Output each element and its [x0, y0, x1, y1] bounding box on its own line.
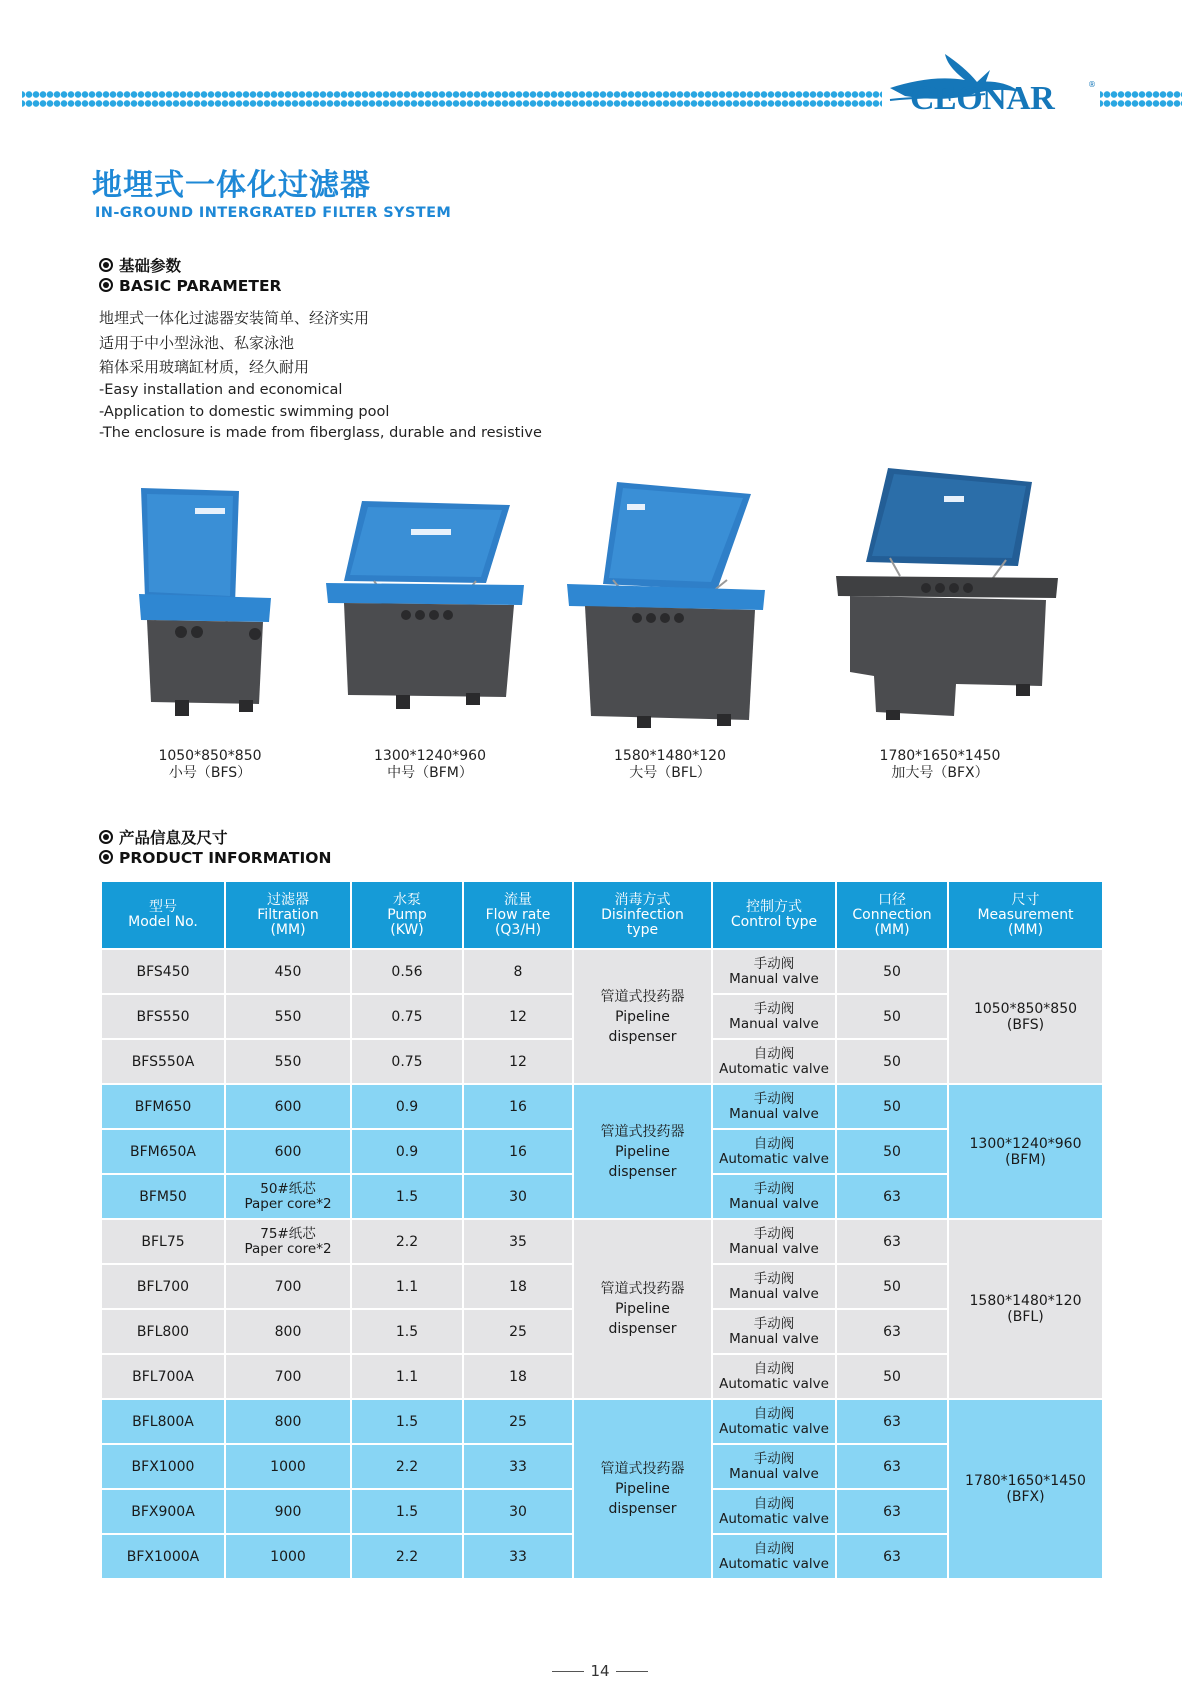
model-cell: BFL75: [101, 1219, 225, 1264]
table-row: [101, 1219, 1103, 1264]
control-cell: 自动阀 Automatic valve: [712, 1129, 836, 1174]
table-row: [101, 1399, 1103, 1444]
filtration-cell: 1000: [225, 1444, 351, 1489]
page-title-cn: 地埋式一体化过滤器: [92, 168, 371, 203]
column-header: 流量 Flow rate (Q3/H): [463, 881, 573, 949]
control-cell: 手动阀 Manual valve: [712, 1084, 836, 1129]
model-cell: BFS450: [101, 949, 225, 994]
header-dot-band-right: [1100, 90, 1182, 108]
pump-cell: 2.2: [351, 1534, 463, 1579]
product-caption-bfl: 1580*1480*120 大号（BFL）: [614, 748, 726, 781]
filtration-cell: 700: [225, 1264, 351, 1309]
control-cell: 自动阀 Automatic valve: [712, 1399, 836, 1444]
model-cell: BFS550A: [101, 1039, 225, 1084]
control-cell: 自动阀 Automatic valve: [712, 1534, 836, 1579]
filtration-cell: 550: [225, 1039, 351, 1084]
flow-cell: 12: [463, 994, 573, 1039]
connection-cell: 50: [836, 1264, 948, 1309]
flow-cell: 25: [463, 1399, 573, 1444]
control-cell: 手动阀 Manual valve: [712, 1264, 836, 1309]
control-cell: 自动阀 Automatic valve: [712, 1354, 836, 1399]
disinfection-cell: 管道式投药器 Pipeline dispenser: [573, 1084, 712, 1219]
column-header: 消毒方式 Disinfection type: [573, 881, 712, 949]
connection-cell: 63: [836, 1534, 948, 1579]
connection-cell: 63: [836, 1489, 948, 1534]
connection-cell: 63: [836, 1444, 948, 1489]
filtration-cell: 600: [225, 1084, 351, 1129]
measurement-cell: 1300*1240*960 (BFM): [948, 1084, 1103, 1219]
flow-cell: 16: [463, 1129, 573, 1174]
connection-cell: 50: [836, 1129, 948, 1174]
pump-cell: 1.5: [351, 1399, 463, 1444]
connection-cell: 63: [836, 1219, 948, 1264]
connection-cell: 50: [836, 1039, 948, 1084]
bullet-icon: [99, 278, 113, 292]
pump-cell: 0.75: [351, 1039, 463, 1084]
control-cell: 手动阀 Manual valve: [712, 1309, 836, 1354]
model-cell: BFX1000A: [101, 1534, 225, 1579]
info-heading-en: PRODUCT INFORMATION: [99, 848, 331, 868]
measurement-cell: 1050*850*850 (BFS): [948, 949, 1103, 1084]
flow-cell: 30: [463, 1489, 573, 1534]
filtration-cell: 900: [225, 1489, 351, 1534]
pump-cell: 0.9: [351, 1084, 463, 1129]
connection-cell: 63: [836, 1399, 948, 1444]
column-header: 控制方式 Control type: [712, 881, 836, 949]
connection-cell: 50: [836, 949, 948, 994]
page-number: 14: [0, 1662, 1200, 1680]
disinfection-cell: 管道式投药器 Pipeline dispenser: [573, 1399, 712, 1579]
product-caption-bfm: 1300*1240*960 中号（BFM）: [374, 748, 486, 781]
product-image-bfl: [567, 480, 767, 730]
connection-cell: 50: [836, 1084, 948, 1129]
connection-cell: 50: [836, 994, 948, 1039]
flow-cell: 33: [463, 1534, 573, 1579]
basic-heading-en: BASIC PARAMETER: [99, 276, 282, 296]
flow-cell: 18: [463, 1264, 573, 1309]
pump-cell: 1.1: [351, 1264, 463, 1309]
model-cell: BFM50: [101, 1174, 225, 1219]
filtration-cell: 800: [225, 1399, 351, 1444]
flow-cell: 16: [463, 1084, 573, 1129]
measurement-cell: 1780*1650*1450 (BFX): [948, 1399, 1103, 1579]
model-cell: BFL800A: [101, 1399, 225, 1444]
model-cell: BFL700: [101, 1264, 225, 1309]
pump-cell: 1.1: [351, 1354, 463, 1399]
connection-cell: 63: [836, 1174, 948, 1219]
product-table: [100, 880, 1104, 1580]
filtration-cell: 550: [225, 994, 351, 1039]
flow-cell: 12: [463, 1039, 573, 1084]
product-caption-bfs: 1050*850*850 小号（BFS）: [158, 748, 262, 781]
pump-cell: 2.2: [351, 1444, 463, 1489]
flow-cell: 33: [463, 1444, 573, 1489]
product-image-bfs: [135, 486, 275, 724]
info-heading-cn: 产品信息及尺寸: [99, 828, 228, 848]
model-cell: BFS550: [101, 994, 225, 1039]
control-cell: 手动阀 Manual valve: [712, 949, 836, 994]
flow-cell: 18: [463, 1354, 573, 1399]
page-title-en: IN-GROUND INTERGRATED FILTER SYSTEM: [95, 205, 452, 221]
product-caption-bfx: 1780*1650*1450 加大号（BFX）: [879, 748, 1001, 781]
measurement-cell: 1580*1480*120 (BFL): [948, 1219, 1103, 1399]
basic-desc-cn: 地埋式一体化过滤器安装简单、经济实用 适用于中小型泳池、私家泳池 箱体采用玻璃缸材质，经久耐用: [99, 309, 370, 376]
column-header: 尺寸 Measurement (MM): [948, 881, 1103, 949]
column-header: 水泵 Pump (KW): [351, 881, 463, 949]
brand-registered: ®: [1088, 80, 1096, 89]
control-cell: 自动阀 Automatic valve: [712, 1489, 836, 1534]
filtration-cell: 800: [225, 1309, 351, 1354]
brand-name: CEONAR: [910, 80, 1055, 117]
pump-cell: 1.5: [351, 1174, 463, 1219]
column-header: 型号 Model No.: [101, 881, 225, 949]
pump-cell: 1.5: [351, 1489, 463, 1534]
bullet-icon: [99, 258, 113, 272]
table-row: [101, 1084, 1103, 1129]
pump-cell: 0.9: [351, 1129, 463, 1174]
header-dot-band: [22, 90, 882, 108]
basic-heading-cn: 基础参数: [99, 256, 181, 276]
model-cell: BFL700A: [101, 1354, 225, 1399]
model-cell: BFX900A: [101, 1489, 225, 1534]
connection-cell: 63: [836, 1309, 948, 1354]
column-header: 过滤器 Filtration (MM): [225, 881, 351, 949]
filtration-cell: 700: [225, 1354, 351, 1399]
disinfection-cell: 管道式投药器 Pipeline dispenser: [573, 1219, 712, 1399]
control-cell: 手动阀 Manual valve: [712, 1219, 836, 1264]
filtration-cell: 50#纸芯 Paper core*2: [225, 1174, 351, 1219]
product-image-bfx: [836, 466, 1058, 726]
product-image-bfm: [326, 497, 526, 725]
connection-cell: 50: [836, 1354, 948, 1399]
column-header: 口径 Connection (MM): [836, 881, 948, 949]
pump-cell: 1.5: [351, 1309, 463, 1354]
disinfection-cell: 管道式投药器 Pipeline dispenser: [573, 949, 712, 1084]
flow-cell: 25: [463, 1309, 573, 1354]
model-cell: BFL800: [101, 1309, 225, 1354]
table-row: [101, 949, 1103, 994]
table-header-row: [101, 881, 1103, 949]
pump-cell: 0.75: [351, 994, 463, 1039]
control-cell: 自动阀 Automatic valve: [712, 1039, 836, 1084]
model-cell: BFX1000: [101, 1444, 225, 1489]
bullet-icon: [99, 850, 113, 864]
model-cell: BFM650: [101, 1084, 225, 1129]
filtration-cell: 75#纸芯 Paper core*2: [225, 1219, 351, 1264]
pump-cell: 0.56: [351, 949, 463, 994]
basic-desc-en: -Easy installation and economical -Application to domestic swimming pool -The enclosure is made from fiberglass, durable and resistive: [99, 382, 542, 441]
control-cell: 手动阀 Manual valve: [712, 994, 836, 1039]
filtration-cell: 1000: [225, 1534, 351, 1579]
control-cell: 手动阀 Manual valve: [712, 1444, 836, 1489]
model-cell: BFM650A: [101, 1129, 225, 1174]
filtration-cell: 450: [225, 949, 351, 994]
filtration-cell: 600: [225, 1129, 351, 1174]
bullet-icon: [99, 830, 113, 844]
control-cell: 手动阀 Manual valve: [712, 1174, 836, 1219]
pump-cell: 2.2: [351, 1219, 463, 1264]
flow-cell: 30: [463, 1174, 573, 1219]
flow-cell: 8: [463, 949, 573, 994]
flow-cell: 35: [463, 1219, 573, 1264]
